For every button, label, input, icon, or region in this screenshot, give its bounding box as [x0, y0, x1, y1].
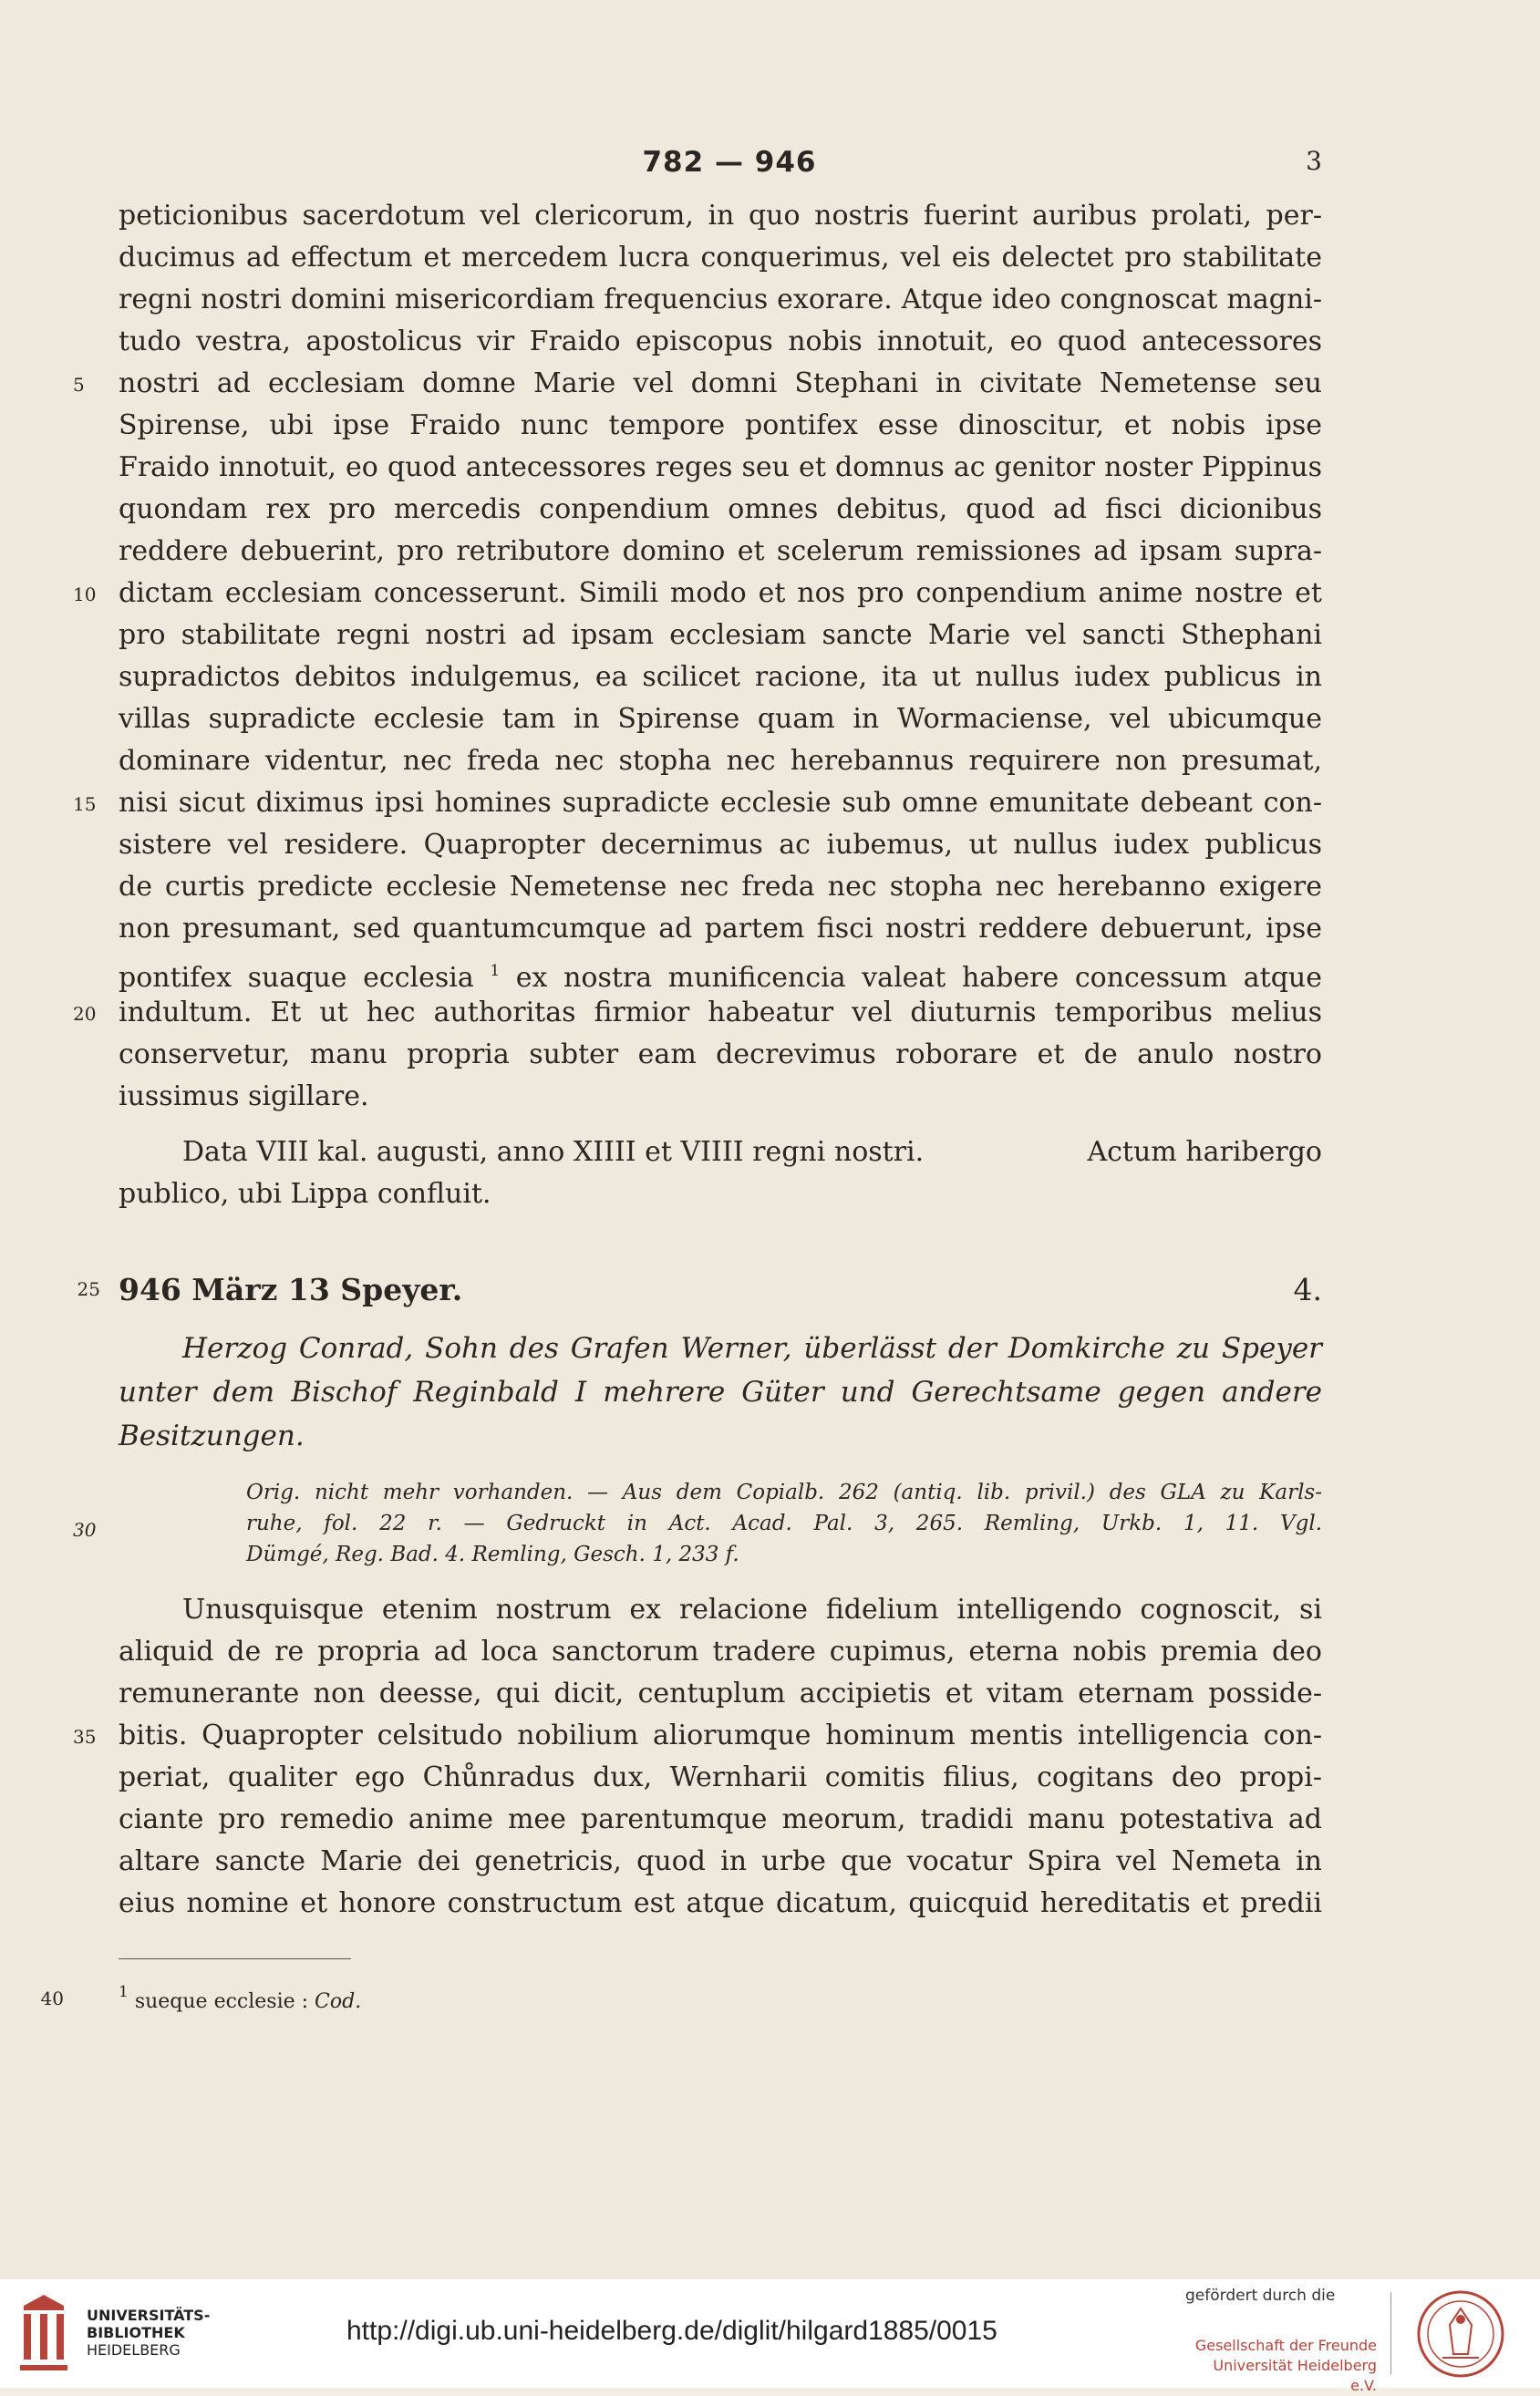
line-text: eius nomine et honore constructum est atque dicatum, quicquid hereditatis et predii: [119, 1887, 1322, 1919]
dating-clause: [119, 1131, 1322, 1215]
text-line: [119, 1799, 1322, 1841]
source-notes: [73, 1477, 1322, 1570]
line-text: de curtis predicte ecclesie Nemetense nec freda nec stopha nec herebanno exigere: [119, 871, 1322, 903]
line-text: unter dem Bischof Reginbald I mehrere Güter und Gerechtsame gegen andere: [119, 1376, 1322, 1409]
document-title: 946 März 13 Speyer.: [119, 1272, 463, 1307]
line-text: ciante pro remedio anime mee parentumque meorum, tradidi manu potestativa ad: [119, 1803, 1322, 1835]
text-line: [119, 489, 1322, 531]
dating-place: publico, ubi Lippa confluit.: [119, 1178, 491, 1210]
line-text: supradictos debitos indulgemus, ea scilicet racione, ita ut nullus iudex publicus in: [119, 661, 1322, 693]
footnote: [40, 1977, 362, 2018]
line-text: periat, qualiter ego Chůnradus dux, Wernharii comitis filius, cogitans deo propi-: [119, 1761, 1322, 1793]
document-heading: [77, 1267, 1322, 1313]
text-line: [73, 573, 1322, 614]
line-text: sistere vel residere. Quapropter decernimus ac iubemus, ut nullus iudex publicus: [119, 829, 1322, 861]
text-line: [119, 531, 1322, 573]
footer-divider: [1390, 2292, 1391, 2374]
line-text: dictam ecclesiam concesserunt. Simili modo et nos pro conpendium anime nostre et: [119, 577, 1322, 609]
line-text: villas supradicte ecclesie tam in Spirense quam in Wormaciense, vel ubicumque: [119, 703, 1322, 735]
text-line: [119, 1841, 1322, 1883]
line-text: Fraido innotuit, eo quod antecessores reges seu et domnus ac genitor noster Pippinus: [119, 451, 1322, 483]
library-name: UNIVERSITÄTS- BIBLIOTHEK HEIDELBERG: [87, 2307, 211, 2359]
page-range: 782 — 946: [642, 146, 817, 179]
text-line: [119, 237, 1322, 279]
text-line: [73, 363, 1322, 405]
text-line: [119, 1757, 1322, 1799]
line-text: altare sancte Marie dei genetricis, quod in urbe que vocatur Spira vel Nemeta in: [119, 1845, 1322, 1877]
line-text: reddere debuerint, pro retributore domino et scelerum remissiones ad ipsam supra-: [119, 535, 1322, 567]
text-line: [119, 824, 1322, 866]
line-text: Herzog Conrad, Sohn des Grafen Werner, überlässt der Domkirche zu Speyer: [182, 1332, 1322, 1365]
line-text: pro stabilitate regni nostri ad ipsam ecclesiam sancte Marie vel sancti Sthephani: [119, 619, 1322, 651]
text-line: [119, 1370, 1322, 1414]
text-line: [73, 992, 1322, 1034]
line-text: Unusquisque etenim nostrum ex relacione fidelium intelligendo cognoscit, si: [182, 1594, 1322, 1626]
text-line: [119, 698, 1322, 740]
line-text: Besitzungen.: [119, 1420, 305, 1452]
line-text: Dümgé, Reg. Bad. 4. Remling, Gesch. 1, 233 f.: [246, 1543, 739, 1566]
ub-heidelberg-logo-icon: [16, 2292, 71, 2374]
text-line: [73, 782, 1322, 824]
text-line: [119, 321, 1322, 363]
line-text: peticionibus sacerdotum vel clericorum, in quo nostris fuerint auribus prolati, per-: [119, 200, 1322, 232]
text-line: [119, 614, 1322, 656]
line-text: conservetur, manu propria subter eam decrevimus roborare et de anulo nostro: [119, 1038, 1322, 1070]
line-text: Spirense, ubi ipse Fraido nunc tempore pontifex esse dinoscitur, et nobis ipse: [119, 409, 1322, 441]
text-line: [119, 950, 1322, 992]
line-number: 15: [73, 793, 97, 815]
text-line: [119, 405, 1322, 447]
page-header: [0, 146, 1540, 182]
text-line: [73, 1508, 1322, 1541]
text-line: [73, 1715, 1322, 1757]
text-line: [119, 1414, 1322, 1458]
text-line: [119, 195, 1322, 237]
text-line: [119, 866, 1322, 908]
line-number: 35: [73, 1726, 97, 1748]
line-number: 30: [73, 1519, 97, 1541]
line-text: non presumant, sed quantumcumque ad partem fisci nostri reddere debuerunt, ipse: [119, 913, 1322, 945]
page-number: 3: [1306, 146, 1322, 176]
line-text: ruhe, fol. 22 r. — Gedruckt in Act. Acad. Pal. 3, 265. Remling, Urkb. 1, 11. Vgl.: [246, 1512, 1322, 1535]
line-number: 20: [73, 1003, 97, 1025]
line-text: dominare videntur, nec freda nec stopha nec herebannus requirere non presumat,: [119, 745, 1322, 777]
text-line: [119, 1589, 1322, 1631]
society-name: Gesellschaft der Freunde Universität Heidelberg e.V.: [1194, 2337, 1377, 2394]
actum-text: Actum haribergo: [1087, 1136, 1322, 1168]
text-line: [119, 1327, 1322, 1370]
line-text: quondam rex pro mercedis conpendium omnes debitus, quod ad fisci dicionibus: [119, 493, 1322, 525]
line-text: ex nostra munificencia valeat habere concessum atque: [500, 962, 1322, 994]
digitization-footer: [0, 2279, 1540, 2394]
text-line: [119, 1883, 1322, 1925]
line-number: 5: [73, 374, 85, 396]
line-text: aliquid de re propria ad loca sanctorum tradere cupimus, eterna nobis premia deo: [119, 1636, 1322, 1668]
line-text: pontifex suaque ecclesia: [119, 962, 491, 994]
line-text: nisi sicut diximus ipsi homines supradicte ecclesie sub omne emunitate debeant con-: [119, 787, 1322, 819]
text-line: [119, 1076, 1322, 1118]
footnote-reference: 1: [490, 962, 501, 980]
footnote-marker: 1: [119, 1983, 129, 2001]
text-line: [119, 740, 1322, 782]
text-line: [246, 1477, 1322, 1508]
line-number: 40: [40, 1988, 64, 2009]
footnote-source: Cod.: [315, 1990, 362, 2013]
line-text: regni nostri domini misericordiam frequencius exorare. Atque ideo congnoscat magni-: [119, 284, 1322, 315]
funded-by-label: gefördert durch die: [1185, 2287, 1336, 2305]
line-text: tudo vestra, apostolicus vir Fraido episcopus nobis innotuit, eo quod antecessores: [119, 325, 1322, 357]
university-seal-icon: [1415, 2288, 1506, 2380]
line-number: 25: [77, 1278, 100, 1300]
text-line: [119, 1631, 1322, 1673]
dating-text: Data VIII kal. augusti, anno XIIII et VIIII regni nostri.: [182, 1136, 925, 1168]
footnote-text: sueque ecclesie :: [134, 1990, 309, 2013]
footnote-divider: [119, 1958, 351, 1959]
line-number: 10: [73, 584, 97, 605]
line-text: iussimus sigillare.: [119, 1080, 369, 1112]
text-line: [119, 279, 1322, 321]
line-text: indultum. Et ut hec authoritas firmior habeatur vel diuturnis temporibus melius: [119, 997, 1322, 1028]
text-line: [119, 447, 1322, 489]
line-text: ducimus ad effectum et mercedem lucra conquerimus, vel eis delectet pro stabilitate: [119, 242, 1322, 274]
text-line: [119, 1673, 1322, 1715]
text-line: [119, 908, 1322, 950]
text-line: [246, 1539, 1322, 1570]
line-text: Orig. nicht mehr vorhanden. — Aus dem Copialb. 262 (antiq. lib. privil.) des GLA zu Karls-: [246, 1481, 1322, 1504]
document-number: 4.: [1293, 1272, 1322, 1307]
text-line: [119, 1034, 1322, 1076]
charter-text-paragraph-2: [73, 1589, 1322, 1925]
charter-text-paragraph-1: [73, 195, 1322, 1118]
line-text: remunerante non deesse, qui dicit, centuplum accipietis et vitam eternam posside-: [119, 1678, 1322, 1709]
line-text: nostri ad ecclesiam domne Marie vel domni Stephani in civitate Nemetense seu: [119, 367, 1322, 399]
line-text: bitis. Quapropter celsitudo nobilium aliorumque hominum mentis intelligencia con-: [119, 1720, 1322, 1751]
text-line: [119, 656, 1322, 698]
regest-summary: [119, 1327, 1322, 1458]
permalink-url[interactable]: http://digi.ub.uni-heidelberg.de/diglit/hilgard1885/0015: [346, 2316, 997, 2346]
